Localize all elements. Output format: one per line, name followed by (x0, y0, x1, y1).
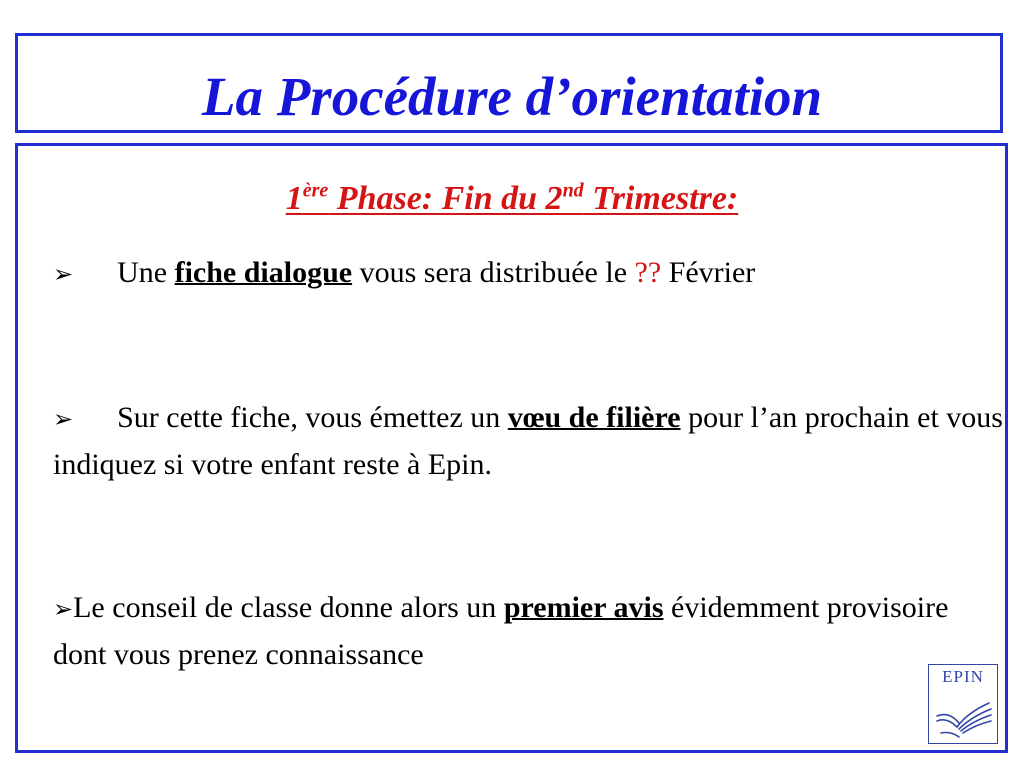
phase-ordinal-sup: ère (302, 179, 329, 202)
bullet2-keyword: vœu de filière (507, 401, 681, 434)
bullet2-before: Sur cette fiche, vous émettez un (117, 401, 508, 434)
phase-heading (0, 177, 1024, 221)
phase-end: Trimestre: (583, 180, 739, 217)
bullet1-after: Février (661, 256, 756, 289)
phase-middle: Phase: Fin du 2 (328, 180, 563, 217)
bullet3-before: Le conseil de classe donne alors un (73, 591, 504, 624)
arrow-bullet-icon: ➢ (53, 405, 74, 433)
bullet2-after: pour l’an prochain et vous indiquez si votre enfant reste à Epin. (53, 401, 1003, 481)
bullet1-date-unknown: ?? (634, 256, 662, 289)
bullet1-middle: vous sera distribuée le (352, 256, 635, 289)
phase-ordinal: 1 (285, 180, 303, 217)
bullet3-keyword: premier avis (503, 591, 664, 624)
bullet-premier-avis (53, 585, 1003, 678)
logo-text: EPIN (942, 667, 984, 686)
bullet1-before: Une (117, 256, 175, 289)
bullet-fiche-dialogue (53, 250, 1003, 297)
epin-logo (928, 664, 998, 744)
slide-title: La Procédure d’orientation (201, 66, 823, 127)
bullet-voeu-filiere (53, 395, 1003, 488)
bullet1-keyword: fiche dialogue (174, 256, 353, 289)
arrow-bullet-icon: ➢ (53, 595, 74, 623)
phase-second-sup: nd (562, 179, 584, 202)
bullet3-after: évidemment provisoire dont vous prenez connaissance (53, 591, 949, 671)
open-book-icon (933, 693, 993, 739)
arrow-bullet-icon: ➢ (53, 260, 74, 288)
